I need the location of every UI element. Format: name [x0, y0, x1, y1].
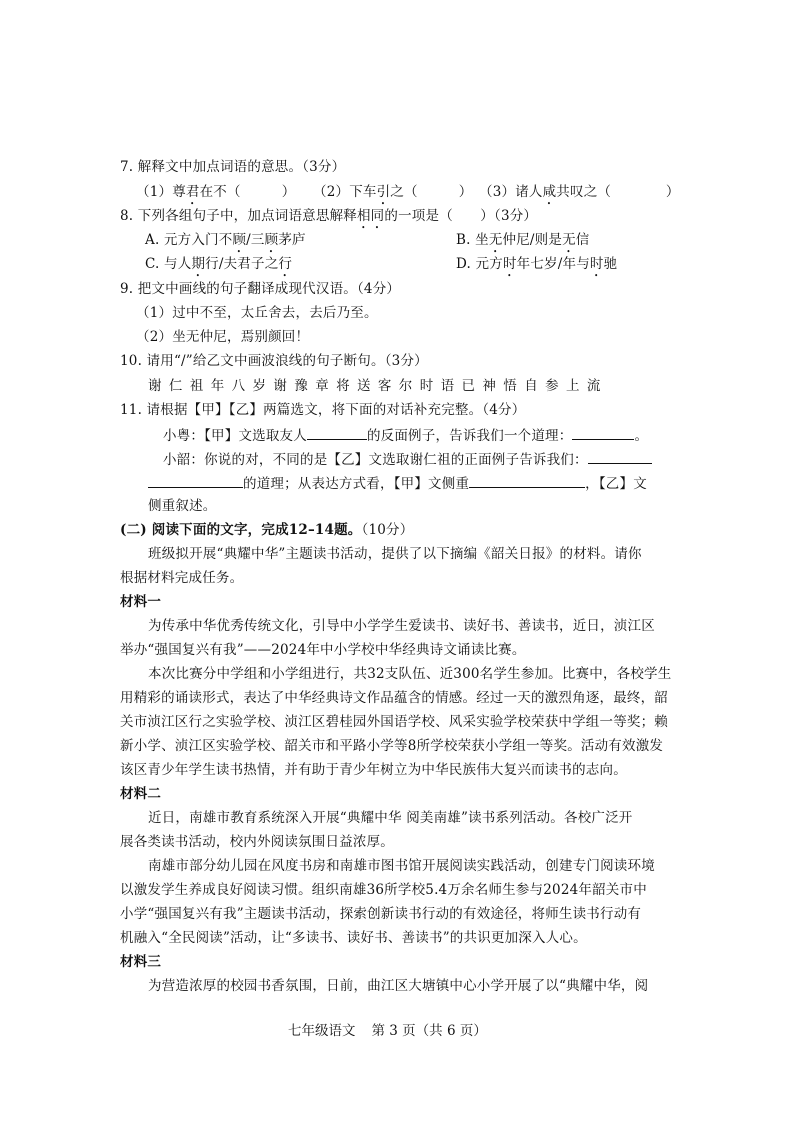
q7-item-3: （3）诸人咸共叹之（ ） — [479, 184, 680, 200]
q8-option-c: C. 与人期行/夫君子之行 — [145, 256, 293, 272]
material-3-line: 为营造浓厚的校园书香氛围，日前，曲江区大塘镇中心小学开展了以“典耀中华，阅 — [148, 978, 649, 994]
material-2-title: 材料二 — [120, 786, 162, 802]
q11-stem: 11. 请根据【甲】【乙】两篇选文，将下面的对话补充完整。（4分） — [120, 402, 526, 418]
q8-option-a: A. 元方入门不顾/三顾茅庐 — [145, 232, 306, 248]
q11-blank-1[interactable] — [307, 425, 367, 440]
q7-item-2: （2）下车引之（ ） — [313, 184, 473, 200]
q8-option-d: D. 元方时年七岁/年与时驰 — [456, 256, 618, 272]
q11-line-1: 小粤：【甲】文选取友人 的反面例子，告诉我们一个道理： 。 — [163, 425, 648, 445]
material-1-line: 关市浈江区行之实验学校、浈江区碧桂园外国语学校、风采实验学校荣获中学组一等奖；赖 — [120, 714, 668, 730]
material-1-line: 本次比赛分中学组和小学组进行，共32支队伍、近300名学生参加。比赛中，各校学生 — [148, 666, 672, 682]
q11-line-3: 的道理；从表达方式看，【甲】文侧重 ，【乙】文 — [148, 473, 647, 493]
material-1-line: 新小学、浈江区实验学校、韶关市和平路小学等8所学校荣获小学组一等奖。活动有效激发 — [120, 738, 664, 754]
q7-stem: 7. 解释文中加点词语的意思。（3分） — [120, 159, 346, 175]
q10-sentence: 谢仁祖年八岁谢豫章将送客尔时语已神悟自参上流 — [148, 378, 608, 394]
material-2-line: 机融入“全民阅读”活动，让“多读书、读好书、善读书”的共识更加深入人心。 — [120, 930, 587, 946]
q9-sentence-1: （1）过中不至，太丘舍去，去后乃至。 — [136, 305, 378, 321]
q8-stem: 8. 下列各组句子中，加点词语意思解释相同的一项是（ ）（3分） — [120, 208, 538, 224]
material-1-title: 材料一 — [120, 594, 162, 610]
q10-stem: 10. 请用“/”给乙文中画波浪线的句子断句。（3分） — [120, 353, 428, 369]
material-3-title: 材料三 — [120, 954, 162, 970]
footer-subject: 七年级语文 — [288, 1023, 356, 1039]
section2-intro-line-1: 班级拟开展“典耀中华”主题读书活动，提供了以下摘编《韶关日报》的材料。请你 — [148, 546, 642, 562]
material-1-line: 该区青少年学生读书热情，并有助于青少年树立为中华民族伟大复兴而读书的志向。 — [120, 762, 627, 778]
q11-blank-4[interactable] — [148, 473, 243, 488]
material-1-line: 为传承中华优秀传统文化，引导中小学学生爱读书、读好书、善读书，近日，浈江区 — [148, 618, 655, 634]
footer-page-number: 第 3 页（共 6 页） — [371, 1023, 487, 1039]
section2-intro-line-2: 根据材料完成任务。 — [120, 570, 244, 586]
material-2-line: 小学“强国复兴有我”主题读书活动，探索创新读书行动的有效途径，将师生读书行动有 — [120, 906, 642, 922]
material-2-line: 展各类读书活动，校内外阅读氛围日益浓厚。 — [120, 834, 394, 850]
material-2-line: 南雄市部分幼儿园在风度书房和南雄市图书馆开展阅读实践活动，创建专门阅读环境 — [148, 858, 655, 874]
section2-title: (二) 阅读下面的文字，完成12–14题。（10分） — [120, 522, 414, 538]
q11-blank-5[interactable] — [469, 473, 585, 488]
material-1-line: 举办“强国复兴有我”——2024年中小学校中华经典诗文诵读比赛。 — [120, 642, 526, 658]
q11-blank-3[interactable] — [588, 449, 652, 464]
q11-line-2: 小韶：你说的对，不同的是【乙】文选取谢仁祖的正面例子告诉我们： — [163, 449, 652, 469]
material-2-line: 以激发学生养成良好阅读习惯。组织南雄36所学校5.4万余名师生参与2024年韶关市中 — [120, 882, 647, 898]
q8-option-b: B. 坐无仲尼/则是无信 — [456, 232, 590, 248]
q9-sentence-2: （2）坐无仲尼，焉别颜回！ — [136, 329, 310, 345]
material-1-line: 用精彩的诵读形式，表达了中华经典诗文作品蕴含的情感。经过一天的激烈角逐，最终，韶 — [120, 690, 668, 706]
q7-item-1: （1）尊君在不（ ） — [136, 184, 296, 200]
q9-stem: 9. 把文中画线的句子翻译成现代汉语。（4分） — [120, 281, 401, 297]
q11-blank-2[interactable] — [572, 425, 634, 440]
page-footer — [288, 1019, 487, 1039]
q11-line-4: 侧重叙述。 — [148, 498, 217, 514]
material-2-line: 近日，南雄市教育系统深入开展“典耀中华 阅美南雄”读书系列活动。各校广泛开 — [148, 810, 633, 826]
